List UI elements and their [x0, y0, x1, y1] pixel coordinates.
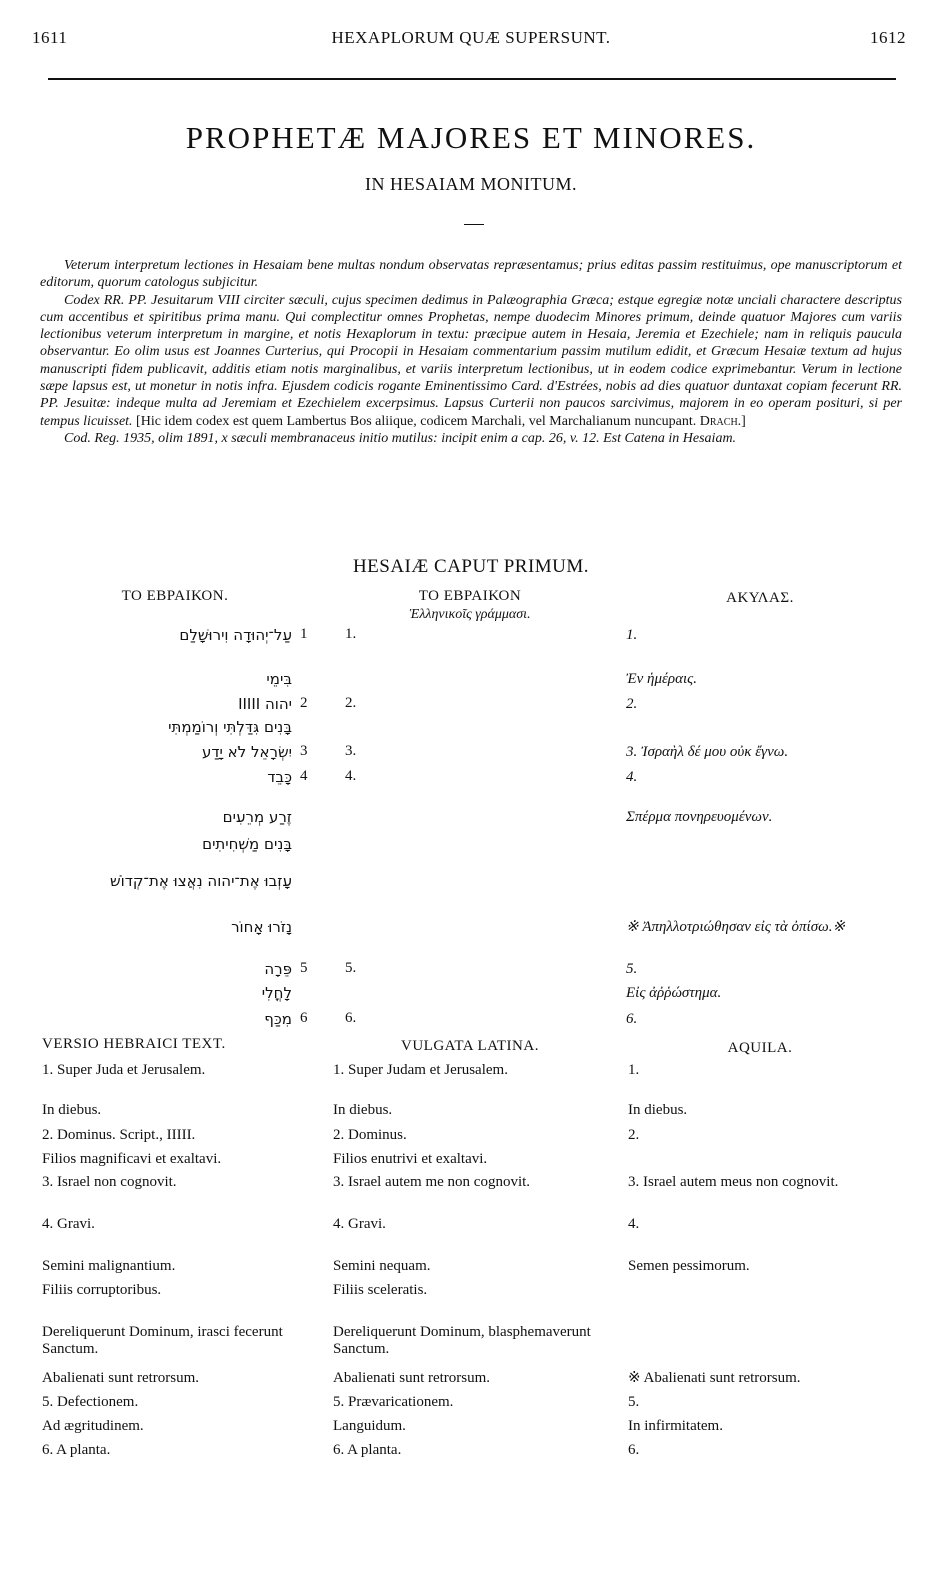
hebrew-text: עַל־יְהוּדָה וִירוּשָׁלַם	[179, 626, 292, 644]
aquila-greek-cell: Σπέρμα πονηρευομένων.	[626, 809, 773, 825]
aquila-latin-cell: 2.	[628, 1127, 640, 1143]
aquila-greek-cell: 2.	[626, 696, 638, 712]
vulgata-cell: Abalienati sunt retrorsum.	[333, 1370, 491, 1386]
hebrew-text: לָחֳלִי	[261, 984, 292, 1002]
transliteration-cell: 2.	[345, 695, 357, 711]
vulgata-cell: Languidum.	[333, 1418, 406, 1434]
header-rule	[48, 78, 896, 80]
aquila-latin-cell: 6.	[628, 1442, 640, 1458]
versio-cell: In diebus.	[42, 1102, 102, 1118]
hebrew-text: כָּבֵד	[267, 768, 292, 786]
transliteration-cell: 6.	[345, 1010, 357, 1026]
verse-number: 4	[300, 768, 308, 784]
chapter-heading: HESAIÆ CAPUT PRIMUM.	[352, 556, 590, 577]
vulgata-cell: 3. Israel autem me non cognovit.	[333, 1174, 531, 1190]
transliteration-cell: 1.	[345, 626, 357, 642]
aquila-greek-cell: 4.	[626, 769, 638, 785]
versio-cell: Filios magnificavi et exaltavi.	[42, 1151, 222, 1167]
column-head-versio: VERSIO HEBRAICI TEXT.	[42, 1036, 226, 1052]
verse-number: 1	[300, 626, 308, 642]
aquila-latin-cell: In infirmitatem.	[628, 1418, 723, 1434]
aquila-greek-cell: 1.	[626, 627, 638, 643]
title-divider	[464, 224, 484, 225]
versio-cell: Dereliquerunt Dominum, irasci fecerunt Sanctum.	[42, 1324, 283, 1357]
versio-cell: 1. Super Juda et Jerusalem.	[42, 1062, 206, 1078]
column-head-aquila: ΑΚΥΛΑΣ.	[726, 590, 794, 606]
verse-number: 3	[300, 743, 308, 759]
intro-paragraph: Veterum interpretum lectiones in Hesaiam bene multas nondum observatas repræsentamus; prius editas passim restituimus, ope manuscriptorum et editorum, quorum catologus subjicitur.	[40, 258, 902, 291]
monitum-text	[40, 257, 902, 447]
aquila-latin-cell: 3. Israel autem meus non cognovit.	[628, 1174, 839, 1190]
column-subhead: Ἑλληνικοῖς γράμμασι.	[409, 607, 531, 622]
intro-bracket-note: [Hic idem codex est quem Lambertus Bos aliique, codicem Marchali, vel Marchalianum nuncupant.	[136, 413, 697, 429]
page-number-right: 1612	[870, 28, 906, 47]
versio-cell: 2. Dominus. Script., IIIII.	[42, 1127, 196, 1143]
versio-cell: Abalienati sunt retrorsum.	[42, 1370, 200, 1386]
intro-paragraph	[40, 292, 902, 430]
aquila-greek-cell: 5.	[626, 961, 638, 977]
aquila-latin-cell: 4.	[628, 1216, 640, 1232]
page-number-left: 1611	[32, 28, 68, 47]
vulgata-cell: Filiis sceleratis.	[333, 1282, 428, 1298]
hebrew-text: מִכַּף	[264, 1010, 292, 1028]
hebrew-text: בָּנִים מַשְׁחִיתִים	[202, 835, 292, 853]
vulgata-cell: Semini nequam.	[333, 1258, 431, 1274]
aquila-greek-cell: 3. Ἰσραὴλ δέ μου οὐκ ἔγνω.	[626, 744, 789, 760]
versio-cell: 5. Defectionem.	[42, 1394, 139, 1410]
aquila-latin-cell: Semen pessimorum.	[628, 1258, 750, 1274]
verse-number: 5	[300, 960, 308, 976]
vulgata-cell: 2. Dominus.	[333, 1127, 407, 1143]
hebrew-text: יהוה IIIII	[238, 695, 292, 713]
versio-cell: 4. Gravi.	[42, 1216, 95, 1232]
versio-cell: 6. A planta.	[42, 1442, 111, 1458]
vulgata-cell: 6. A planta.	[333, 1442, 402, 1458]
transliteration-cell: 5.	[345, 960, 357, 976]
versio-cell: 3. Israel non cognovit.	[42, 1174, 177, 1190]
vulgata-cell: 5. Prævaricationem.	[333, 1394, 454, 1410]
verse-number: 6	[300, 1010, 308, 1026]
hebrew-text: פֵּרָה	[264, 960, 292, 978]
section-title: IN HESAIAM MONITUM.	[365, 174, 577, 194]
hebrew-text: יִשְׂרָאֵל לֹא יָדַע	[201, 743, 292, 761]
column-head-vulgata: VULGATA LATINA.	[401, 1038, 539, 1054]
transliteration-cell: 3.	[345, 743, 357, 759]
vulgata-cell: Filios enutrivi et exaltavi.	[333, 1151, 488, 1167]
column-head-hebrew: ΤΟ ΕΒΡΑΙΚΟΝ.	[121, 588, 229, 604]
transliteration-cell: 4.	[345, 768, 357, 784]
versio-cell: Ad ægritudinem.	[42, 1418, 144, 1434]
editor-signature: Drach.]	[699, 413, 746, 429]
hebrew-text: זֶרַע מְרֵעִים	[222, 808, 292, 826]
versio-cell: Semini malignantium.	[42, 1258, 176, 1274]
running-title: HEXAPLORUM QUÆ SUPERSUNT.	[331, 28, 611, 47]
column-head-aquila-latin: AQUILA.	[727, 1040, 793, 1056]
hebrew-text: עָזְבוּ אֶת־יהוה נִאֲצוּ אֶת־קְדוֹשׁ	[110, 872, 292, 890]
hebrew-text: בָּנִים גִּדַּלְתִּי וְרוֹמַמְתִּי	[168, 718, 292, 736]
intro-codex-text: Codex RR. PP. Jesuitarum VIII circiter sæculi, cujus specimen dedimus in Palæographia Græca; estque egregiæ notæ unciali charactere descriptus cum accentibus et spiritibus prima manu. Qui complectitur omnes Prophetas, nempe duodecim Minores primum, deinde quatuor Majores cum variis lectionibus veterum interpretum in margine, et notis Hexaplorum in textu: præcipue autem in Hesaia, Jeremia et Ezechiele; nam in reliquis paucula observantur. Eo olim usus est Joannes Curterius, qui Procopii in Hesaiam commentarium passim mutilum edidit, et Græcum Hesaiæ textum ad hujus manuscripti fidem publicavit, additis etiam notis marginalibus, et variis interpretum lectionibus, ut in eodem codice exprimebantur. Verum in lectione sæpe lapsus est, ut monetur in notis infra. Ejusdem codicis rogante Eminentissimo Card. d'Estrées, nobis ad dies quatuor duntaxat copiam fecerunt RR. PP. Jesuitæ: indeque multa ad Jeremiam et Ezechielem excerpsimus. Lapsus Curterii non paucos sarcivimus, majorem in eo operam posituri, si per tempus licuisset.	[40, 292, 902, 429]
vulgata-cell: Dereliquerunt Dominum, blasphemaverunt Sanctum.	[333, 1324, 591, 1357]
hebrew-text: בִּימֵי	[266, 670, 292, 688]
vulgata-cell: In diebus.	[333, 1102, 393, 1118]
aquila-latin-cell: ※ Abalienati sunt retrorsum.	[628, 1370, 801, 1386]
aquila-latin-cell: 1.	[628, 1062, 640, 1078]
hebrew-text: נָזֹרוּ אָחוֹר	[231, 918, 292, 936]
vulgata-cell: 1. Super Judam et Jerusalem.	[333, 1062, 508, 1078]
page-title: PROPHETÆ MAJORES ET MINORES.	[185, 120, 757, 155]
verse-number: 2	[300, 695, 308, 711]
column-head-hebrew-greek-letters: ΤΟ ΕΒΡΑΙΚΟΝ	[418, 588, 522, 604]
aquila-greek-cell: 6.	[626, 1011, 638, 1027]
aquila-latin-cell: 5.	[628, 1394, 640, 1410]
intro-paragraph: Cod. Reg. 1935, olim 1891, x sæculi membranaceus initio mutilus: incipit enim a cap. 26, v. 12. Est Catena in Hesaiam.	[64, 430, 737, 446]
aquila-greek-cell: Εἰς ἀῤῥώστημα.	[626, 985, 722, 1001]
aquila-greek-cell: ※ Ἀπηλλοτριώθησαν εἰς τὰ ὀπίσω.※	[626, 919, 846, 935]
vulgata-cell: 4. Gravi.	[333, 1216, 386, 1232]
aquila-greek-cell: Ἐν ἡμέραις.	[626, 671, 697, 687]
aquila-latin-cell: In diebus.	[628, 1102, 688, 1118]
versio-cell: Filiis corruptoribus.	[42, 1282, 162, 1298]
